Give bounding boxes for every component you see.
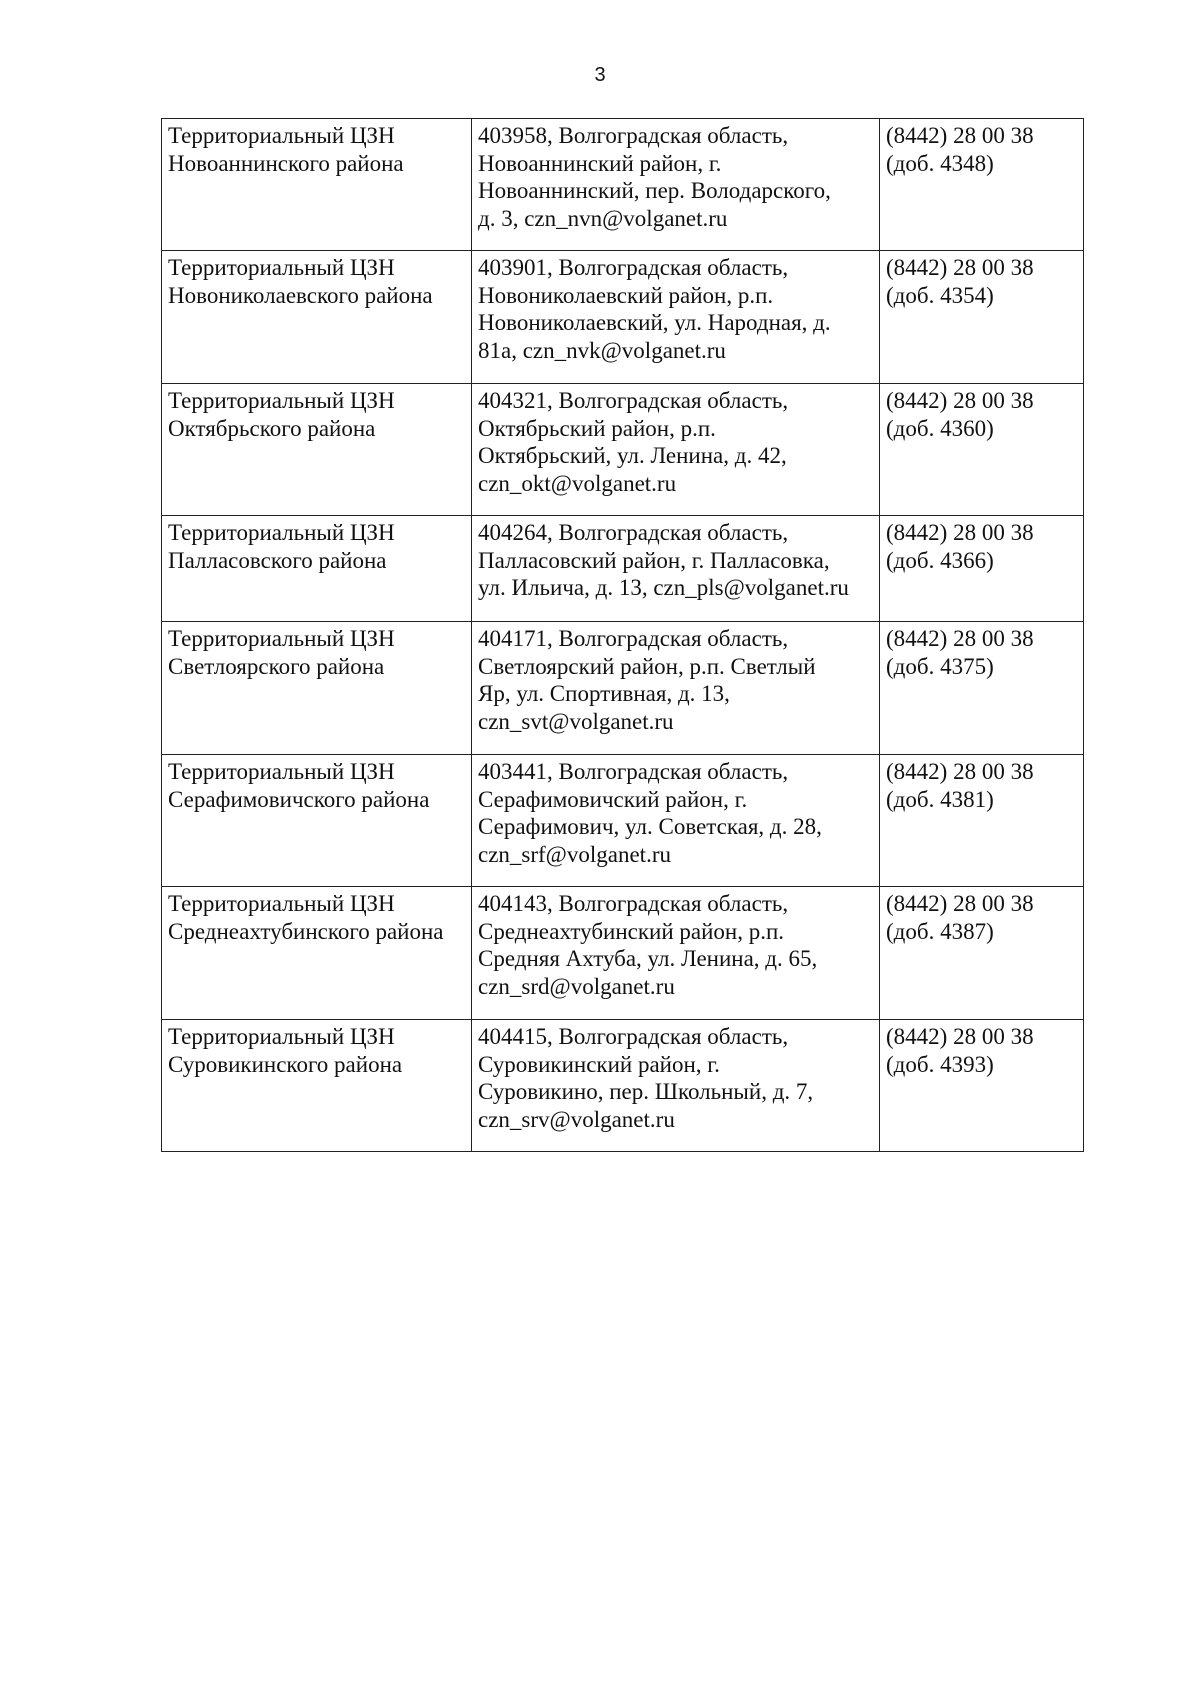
center-address: 404171, Волгоградская область, Светлоярский район, р.п. Светлый Яр, ул. Спортивная, д. 13, czn_svt@volganet.ru (472, 622, 880, 755)
center-phone: (8442) 28 00 38 (доб. 4360) (880, 384, 1084, 516)
center-address: 403441, Волгоградская область, Серафимовичский район, г. Серафимович, ул. Советская, д. 28, czn_srf@volganet.ru (472, 755, 880, 887)
center-phone: (8442) 28 00 38 (доб. 4354) (880, 251, 1084, 384)
center-phone: (8442) 28 00 38 (доб. 4348) (880, 119, 1084, 251)
center-address: 404264, Волгоградская область, Палласовский район, г. Палласовка, ул. Ильича, д. 13, czn_pls@volganet.ru (472, 516, 880, 622)
center-name: Территориальный ЦЗН Среднеахтубинского района (162, 887, 472, 1020)
table-row (162, 1020, 1084, 1152)
employment-centers-table (161, 118, 1084, 1152)
center-phone: (8442) 28 00 38 (доб. 4375) (880, 622, 1084, 755)
center-name: Территориальный ЦЗН Палласовского района (162, 516, 472, 622)
page-number: 3 (594, 64, 606, 86)
table-row (162, 119, 1084, 251)
center-name: Территориальный ЦЗН Новониколаевского района (162, 251, 472, 384)
center-address: 404415, Волгоградская область, Суровикинский район, г. Суровикино, пер. Школьный, д. 7, czn_srv@volganet.ru (472, 1020, 880, 1152)
table-row (162, 755, 1084, 887)
table-row (162, 251, 1084, 384)
center-address: 403901, Волгоградская область, Новониколаевский район, р.п. Новониколаевский, ул. Народная, д. 81а, czn_nvk@volganet.ru (472, 251, 880, 384)
table-row (162, 516, 1084, 622)
center-address: 404321, Волгоградская область, Октябрьский район, р.п. Октябрьский, ул. Ленина, д. 42, czn_okt@volganet.ru (472, 384, 880, 516)
center-name: Территориальный ЦЗН Октябрьского района (162, 384, 472, 516)
table-row (162, 384, 1084, 516)
center-phone: (8442) 28 00 38 (доб. 4387) (880, 887, 1084, 1020)
table-row (162, 622, 1084, 755)
center-name: Территориальный ЦЗН Серафимовичского района (162, 755, 472, 887)
table-row (162, 887, 1084, 1020)
center-name: Территориальный ЦЗН Новоаннинского района (162, 119, 472, 251)
center-phone: (8442) 28 00 38 (доб. 4381) (880, 755, 1084, 887)
center-phone: (8442) 28 00 38 (доб. 4366) (880, 516, 1084, 622)
center-name: Территориальный ЦЗН Светлоярского района (162, 622, 472, 755)
center-address: 403958, Волгоградская область, Новоаннинский район, г. Новоаннинский, пер. Володарского, д. 3, czn_nvn@volganet.ru (472, 119, 880, 251)
center-name: Территориальный ЦЗН Суровикинского района (162, 1020, 472, 1152)
center-address: 404143, Волгоградская область, Среднеахтубинский район, р.п. Средняя Ахтуба, ул. Ленина, д. 65, czn_srd@volganet.ru (472, 887, 880, 1020)
center-phone: (8442) 28 00 38 (доб. 4393) (880, 1020, 1084, 1152)
